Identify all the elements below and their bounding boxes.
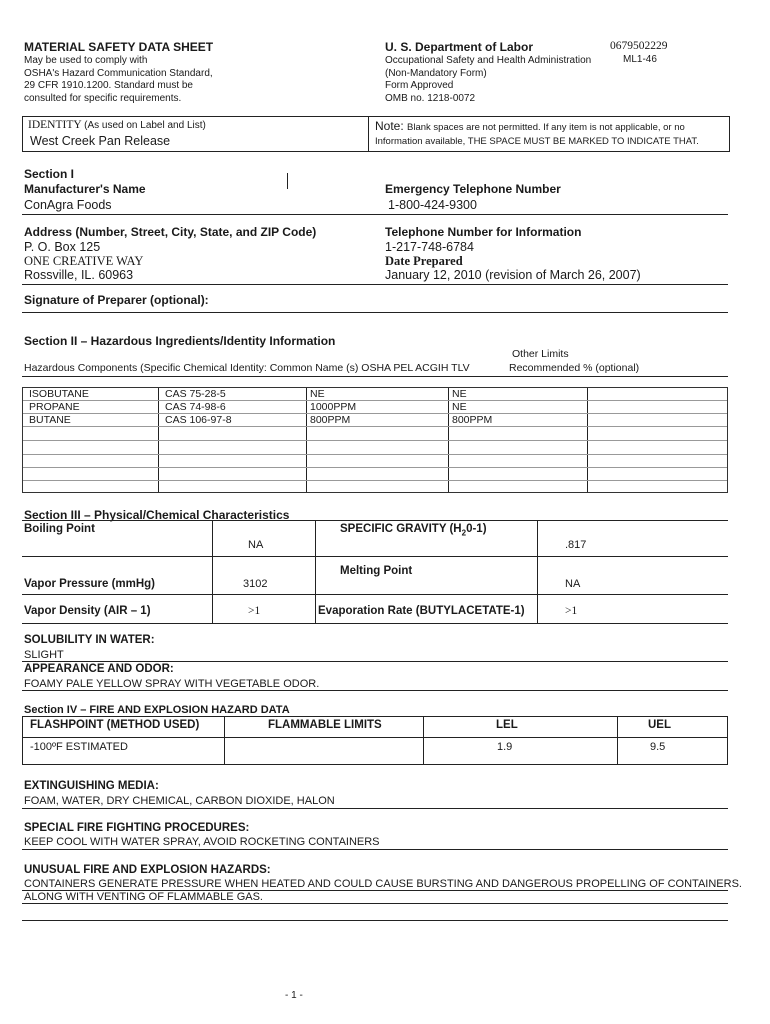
uel-label: UEL bbox=[648, 719, 671, 731]
unusual-hazards-label: UNUSUAL FIRE AND EXPLOSION HAZARDS: bbox=[24, 864, 271, 876]
rule bbox=[22, 312, 728, 313]
address-line-3: Rossville, IL. 60963 bbox=[24, 268, 134, 282]
other-limits-label: Other Limits bbox=[512, 348, 569, 360]
melting-point-value: NA bbox=[565, 578, 581, 590]
row-divider bbox=[23, 440, 727, 441]
row-divider bbox=[23, 737, 727, 738]
table-cell: CAS 74-98-6 bbox=[165, 401, 226, 413]
row-divider bbox=[23, 480, 727, 481]
boiling-point-label: Boiling Point bbox=[24, 523, 95, 535]
page-number: - 1 - bbox=[285, 990, 303, 1001]
section-ii-title: Section II – Hazardous Ingredients/Identity Information bbox=[24, 334, 336, 348]
agency-line: Occupational Safety and Health Administration bbox=[385, 55, 592, 66]
section-i-title: Section I bbox=[24, 167, 75, 181]
date-prepared: January 12, 2010 (revision of March 26, 2007) bbox=[385, 268, 641, 282]
row-divider bbox=[23, 413, 727, 414]
appearance-label: APPEARANCE AND ODOR: bbox=[24, 663, 174, 675]
solubility-value: SLIGHT bbox=[24, 649, 64, 661]
emergency-phone: 1-800-424-9300 bbox=[388, 198, 477, 212]
rule bbox=[22, 214, 728, 215]
rule bbox=[22, 376, 728, 377]
note-line-1 bbox=[375, 119, 685, 133]
address-line-2: ONE CREATIVE WAY bbox=[24, 254, 144, 268]
evaporation-rate-value: >1 bbox=[565, 605, 578, 617]
extinguishing-value: FOAM, WATER, DRY CHEMICAL, CARBON DIOXIDE, HALON bbox=[24, 795, 335, 807]
signature-label: Signature of Preparer (optional): bbox=[24, 293, 209, 307]
compliance-note bbox=[24, 55, 213, 105]
agency-line: (Non-Mandatory Form) bbox=[385, 67, 487, 79]
section-iv-title: Section IV – FIRE AND EXPLOSION HAZARD DATA bbox=[24, 704, 290, 716]
appearance-value: FOAMY PALE YELLOW SPRAY WITH VEGETABLE ODOR. bbox=[24, 678, 320, 690]
date-label: Date Prepared bbox=[385, 254, 463, 268]
uel-value: 9.5 bbox=[650, 741, 666, 753]
table-cell: 800PPM bbox=[310, 414, 351, 426]
address-label: Address (Number, Street, City, State, and ZIP Code) bbox=[24, 225, 317, 239]
rule bbox=[22, 920, 728, 921]
rule bbox=[22, 661, 728, 662]
table-cell: BUTANE bbox=[29, 414, 71, 426]
agency-info bbox=[385, 55, 591, 105]
table-cell: ISOBUTANE bbox=[29, 388, 89, 400]
compliance-line: consulted for specific requirements. bbox=[24, 92, 182, 104]
evaporation-rate-label: Evaporation Rate (BUTYLACETATE-1) bbox=[318, 605, 525, 617]
product-name: West Creek Pan Release bbox=[30, 134, 171, 148]
row-divider bbox=[23, 426, 727, 427]
vapor-density-label: Vapor Density (AIR – 1) bbox=[24, 605, 151, 617]
table-cell: CAS 75-28-5 bbox=[165, 388, 226, 400]
address-line-1: P. O. Box 125 bbox=[24, 240, 101, 254]
unusual-hazards-line-2: ALONG WITH VENTING OF FLAMMABLE GAS. bbox=[24, 891, 263, 903]
table-cell: NE bbox=[452, 401, 467, 413]
row-divider bbox=[22, 594, 728, 595]
row-divider bbox=[23, 454, 727, 455]
identity-label-text: IDENTITY bbox=[28, 119, 82, 131]
recommended-label: Recommended % (optional) bbox=[509, 362, 640, 374]
row-divider bbox=[22, 623, 728, 624]
section-iii-title: Section III – Physical/Chemical Characteristics bbox=[24, 508, 290, 522]
sg-text: SPECIFIC GRAVITY (H bbox=[340, 523, 462, 535]
col-divider bbox=[212, 520, 213, 624]
identity-label-note: (As used on Label and List) bbox=[84, 120, 206, 131]
cursor-mark bbox=[287, 173, 288, 189]
table-cell: PROPANE bbox=[29, 401, 80, 413]
note-text-1: Blank spaces are not permitted. If any item is not applicable, or no bbox=[407, 122, 685, 133]
solubility-label: SOLUBILITY IN WATER: bbox=[24, 634, 155, 646]
manufacturer-label: Manufacturer's Name bbox=[24, 182, 146, 196]
rule bbox=[22, 849, 728, 850]
col-divider bbox=[315, 520, 316, 624]
flashpoint-value: -100ºF ESTIMATED bbox=[30, 741, 128, 753]
rule bbox=[22, 690, 728, 691]
sg-text-end: 0-1) bbox=[466, 523, 487, 535]
manufacturer-name: ConAgra Foods bbox=[24, 198, 112, 212]
boiling-point-value: NA bbox=[248, 539, 264, 551]
table-cell: 800PPM bbox=[452, 414, 493, 426]
col-divider bbox=[423, 717, 424, 764]
emergency-label: Emergency Telephone Number bbox=[385, 182, 561, 196]
specific-gravity-label bbox=[340, 523, 487, 537]
col-divider bbox=[537, 520, 538, 624]
col-divider bbox=[617, 717, 618, 764]
lel-label: LEL bbox=[496, 719, 518, 731]
vapor-density-value: >1 bbox=[248, 605, 261, 617]
unusual-hazards-line-1: CONTAINERS GENERATE PRESSURE WHEN HEATED AND COULD CAUSE BURSTING AND DANGEROUS PROPELLING OF CONTAINERS. bbox=[24, 878, 742, 890]
row-divider bbox=[23, 400, 727, 401]
sg-sub: 2 bbox=[461, 528, 467, 538]
rule bbox=[22, 903, 728, 904]
agency-line: Form Approved bbox=[385, 80, 454, 91]
row-divider bbox=[22, 556, 728, 557]
agency-line: OMB no. 1218-0072 bbox=[385, 92, 476, 104]
rule bbox=[22, 808, 728, 809]
table-cell: NE bbox=[452, 388, 467, 400]
ingredients-table bbox=[22, 387, 728, 493]
vapor-pressure-label: Vapor Pressure (mmHg) bbox=[24, 578, 156, 590]
table-cell: CAS 106-97-8 bbox=[165, 414, 232, 426]
form-title: MATERIAL SAFETY DATA SHEET bbox=[24, 40, 214, 54]
identity-label bbox=[28, 119, 206, 131]
doc-number: 0679502229 bbox=[610, 40, 668, 52]
doc-code: ML1-46 bbox=[623, 54, 657, 65]
flashpoint-label: FLASHPOINT (METHOD USED) bbox=[30, 719, 200, 731]
table-cell: NE bbox=[310, 388, 325, 400]
components-columns: Hazardous Components (Specific Chemical Identity: Common Name (s) OSHA PEL ACGIH TLV bbox=[24, 362, 470, 374]
note-text-2: Information available, THE SPACE MUST BE MARKED TO INDICATE THAT. bbox=[375, 136, 699, 147]
info-phone: 1-217-748-6784 bbox=[385, 240, 474, 254]
col-divider bbox=[224, 717, 225, 764]
flammable-limits-label: FLAMMABLE LIMITS bbox=[268, 719, 382, 731]
identity-divider bbox=[368, 116, 369, 151]
table-cell: 1000PPM bbox=[310, 401, 357, 413]
agency-title: U. S. Department of Labor bbox=[385, 40, 534, 54]
note-label: Note: bbox=[375, 119, 404, 133]
compliance-line: OSHA's Hazard Communication Standard, bbox=[24, 67, 213, 79]
melting-point-label: Melting Point bbox=[340, 565, 413, 577]
lel-value: 1.9 bbox=[497, 741, 513, 753]
specific-gravity-value: .817 bbox=[565, 539, 587, 551]
row-divider bbox=[23, 467, 727, 468]
info-phone-label: Telephone Number for Information bbox=[385, 225, 582, 239]
special-procedures-label: SPECIAL FIRE FIGHTING PROCEDURES: bbox=[24, 822, 250, 834]
rule bbox=[22, 284, 728, 285]
special-procedures-value: KEEP COOL WITH WATER SPRAY, AVOID ROCKETING CONTAINERS bbox=[24, 836, 380, 848]
vapor-pressure-value: 3102 bbox=[243, 578, 268, 590]
extinguishing-label: EXTINGUISHING MEDIA: bbox=[24, 780, 159, 792]
compliance-line: May be used to comply with bbox=[24, 55, 148, 66]
compliance-line: 29 CFR 1910.1200. Standard must be bbox=[24, 80, 193, 91]
